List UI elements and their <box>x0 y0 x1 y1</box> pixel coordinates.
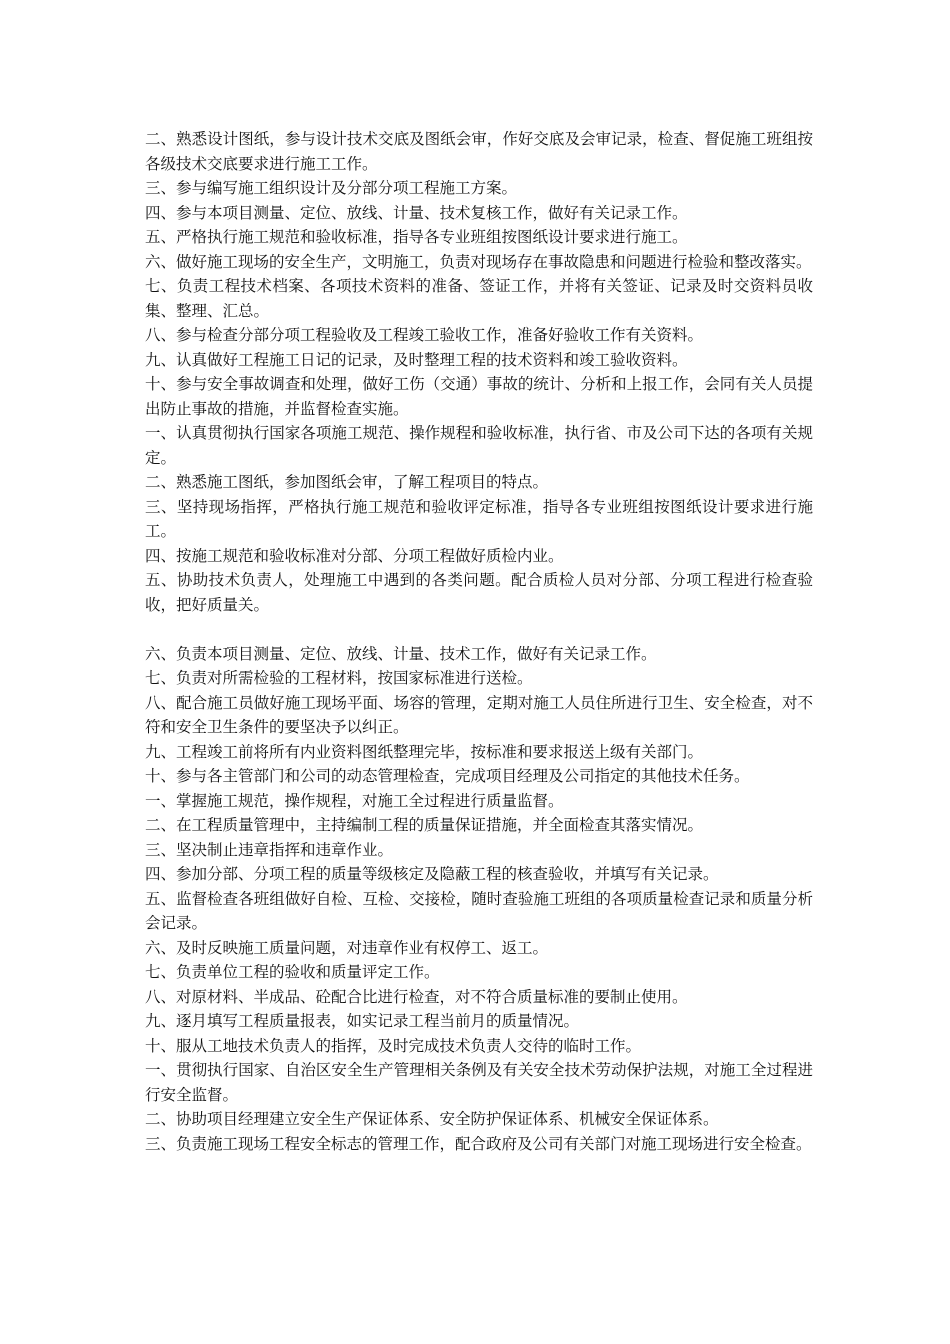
paragraph: 五、监督检查各班组做好自检、互检、交接检，随时查验施工班组的各项质量检查记录和质量分析会记录。 <box>145 889 813 932</box>
paragraph: 三、坚持现场指挥，严格执行施工规范和验收评定标准，指导各专业班组按图纸设计要求进行施工。 <box>145 497 813 540</box>
paragraph: 八、参与检查分部分项工程验收及工程竣工验收工作，准备好验收工作有关资料。 <box>145 326 704 344</box>
paragraph: 四、按施工规范和验收标准对分部、分项工程做好质检内业。 <box>145 546 564 565</box>
paragraph: 九、逐月填写工程质量报表，如实记录工程当前月的质量情况。 <box>145 1012 580 1030</box>
paragraph: 四、参加分部、分项工程的质量等级核定及隐蔽工程的核查验收，并填写有关记录。 <box>145 865 719 883</box>
paragraph: 八、对原材料、半成品、砼配合比进行检查，对不符合质量标准的要制止使用。 <box>145 987 688 1006</box>
paragraph: 十、参与安全事故调查和处理，做好工伤（交通）事故的统计、分析和上报工作，会同有关人员提出防止事故的措施，并监督检查实施。 <box>145 375 813 418</box>
paragraph: 三、负责施工现场工程安全标志的管理工作，配合政府及公司有关部门对施工现场进行安全检查。 <box>145 1134 812 1153</box>
paragraph: 三、坚决制止违章指挥和违章作业。 <box>145 840 394 859</box>
paragraph: 一、贯彻执行国家、自治区安全生产管理相关条例及有关安全技术劳动保护法规，对施工全过程进行安全监督。 <box>145 1061 813 1104</box>
paragraph: 六、做好施工现场的安全生产，文明施工，负责对现场存在事故隐患和问题进行检验和整改落实。 <box>145 252 812 271</box>
paragraph: 十、服从工地技术负责人的指挥，及时完成技术负责人交待的临时工作。 <box>145 1036 642 1055</box>
paragraph: 七、负责工程技术档案、各项技术资料的准备、签证工作，并将有关签证、记录及时交资料员收集、整理、汇总。 <box>145 277 813 320</box>
paragraph: 二、熟悉施工图纸，参加图纸会审，了解工程项目的特点。 <box>145 473 549 491</box>
paragraph: 一、掌握施工规范，操作规程，对施工全过程进行质量监督。 <box>145 791 564 810</box>
paragraph: 八、配合施工员做好施工现场平面、场容的管理，定期对施工人员住所进行卫生、安全检查，对不符和安全卫生条件的要坚决予以纠正。 <box>145 693 813 736</box>
paragraph: 六、负责本项目测量、定位、放线、计量、技术工作，做好有关记录工作。 <box>145 644 657 663</box>
paragraph: 五、严格执行施工规范和验收标准，指导各专业班组按图纸设计要求进行施工。 <box>145 228 688 246</box>
paragraph: 七、负责单位工程的验收和质量评定工作。 <box>145 963 440 981</box>
paragraph: 五、协助技术负责人，处理施工中遇到的各类问题。配合质检人员对分部、分项工程进行检查验收，把好质量关。 <box>145 571 813 614</box>
paragraph: 六、及时反映施工质量问题，对违章作业有权停工、返工。 <box>145 938 549 957</box>
paragraph: 九、工程竣工前将所有内业资料图纸整理完毕，按标准和要求报送上级有关部门。 <box>145 742 704 761</box>
paragraph: 一、认真贯彻执行国家各项施工规范、操作规程和验收标准，执行省、市及公司下达的各项有关规定。 <box>145 424 813 467</box>
paragraph: 九、认真做好工程施工日记的记录，及时整理工程的技术资料和竣工验收资料。 <box>145 350 688 369</box>
paragraph: 七、负责对所需检验的工程材料，按国家标准进行送检。 <box>145 669 533 687</box>
paragraph: 二、协助项目经理建立安全生产保证体系、安全防护保证体系、机械安全保证体系。 <box>145 1110 719 1128</box>
paragraph: 二、在工程质量管理中，主持编制工程的质量保证措施，并全面检查其落实情况。 <box>145 816 704 834</box>
paragraph: 十、参与各主管部门和公司的动态管理检查，完成项目经理及公司指定的其他技术任务。 <box>145 767 750 785</box>
blank-line <box>145 617 813 642</box>
document-body <box>145 127 813 1156</box>
paragraph: 二、熟悉设计图纸，参与设计技术交底及图纸会审，作好交底及会审记录，检查、督促施工班组按各级技术交底要求进行施工工作。 <box>145 130 813 173</box>
paragraph: 四、参与本项目测量、定位、放线、计量、技术复核工作，做好有关记录工作。 <box>145 203 688 222</box>
paragraph: 三、参与编写施工组织设计及分部分项工程施工方案。 <box>145 179 518 197</box>
